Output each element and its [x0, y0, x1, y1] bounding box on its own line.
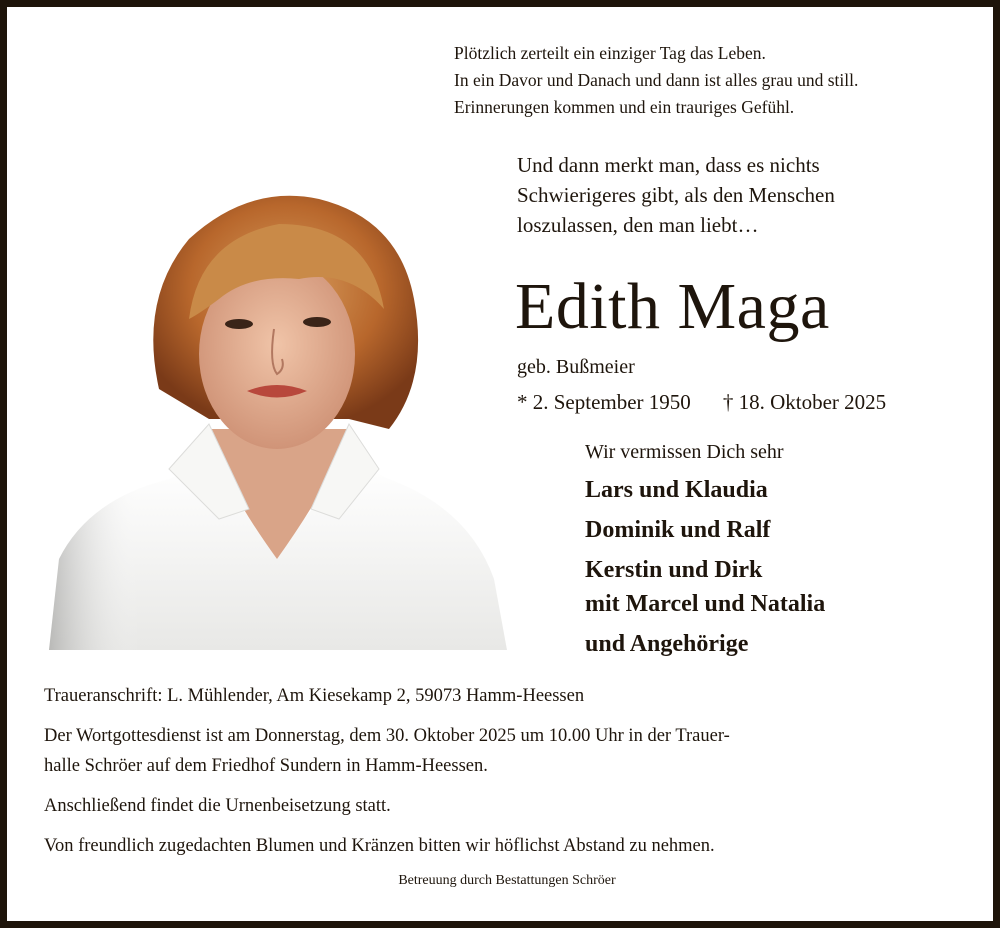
- mourning-address: Traueranschrift: L. Mühlender, Am Kiesekamp 2, 59073 Hamm-Heessen: [44, 686, 585, 706]
- flowers-request: Von freundlich zugedachten Blumen und Kränzen bitten wir höflichst Abstand zu nehmen.: [44, 836, 715, 856]
- life-dates: [517, 388, 886, 416]
- portrait-photo: [49, 179, 507, 650]
- service-info: [44, 721, 974, 781]
- funeral-home-credit: Betreuung durch Bestattungen Schröer: [398, 873, 616, 888]
- quote-line: Schwierigeres gibt, als den Menschen: [517, 183, 835, 207]
- mourners-list: [585, 473, 825, 667]
- mourner-name: Kerstin und Dirk: [585, 557, 763, 583]
- quote-line: Und dann merkt man, dass es nichts: [517, 153, 820, 177]
- mourner-name: Dominik und Ralf: [585, 517, 771, 543]
- mourner-name: und Angehörige: [585, 631, 749, 657]
- poem-line: Erinnerungen kommen und ein trauriges Gefühl.: [454, 97, 795, 117]
- death-date: † 18. Oktober 2025: [722, 390, 887, 414]
- deceased-name: Edith Maga: [515, 270, 830, 343]
- service-details: [44, 681, 974, 871]
- poem-line: Plötzlich zerteilt ein einziger Tag das Leben.: [454, 43, 766, 63]
- urn-burial-note: Anschließend findet die Urnenbeisetzung statt.: [44, 796, 391, 816]
- mourners-intro: Wir vermissen Dich sehr: [585, 441, 784, 463]
- maiden-name: geb. Bußmeier: [517, 356, 635, 378]
- mourner-name: Lars und Klaudia: [585, 477, 768, 503]
- quote-line: loszulassen, den man liebt…: [517, 213, 759, 237]
- birth-date: * 2. September 1950: [517, 390, 691, 414]
- quote-poem: [517, 150, 835, 240]
- service-line: halle Schröer auf dem Friedhof Sundern in Hamm-Heessen.: [44, 756, 488, 776]
- service-line: Der Wortgottesdienst ist am Donnerstag, dem 30. Oktober 2025 um 10.00 Uhr in der Trauer-: [44, 726, 730, 746]
- poem-line: In ein Davor und Danach und dann ist alles grau und still.: [454, 70, 859, 90]
- opening-poem: [454, 40, 858, 121]
- mourner-name: mit Marcel und Natalia: [585, 591, 826, 617]
